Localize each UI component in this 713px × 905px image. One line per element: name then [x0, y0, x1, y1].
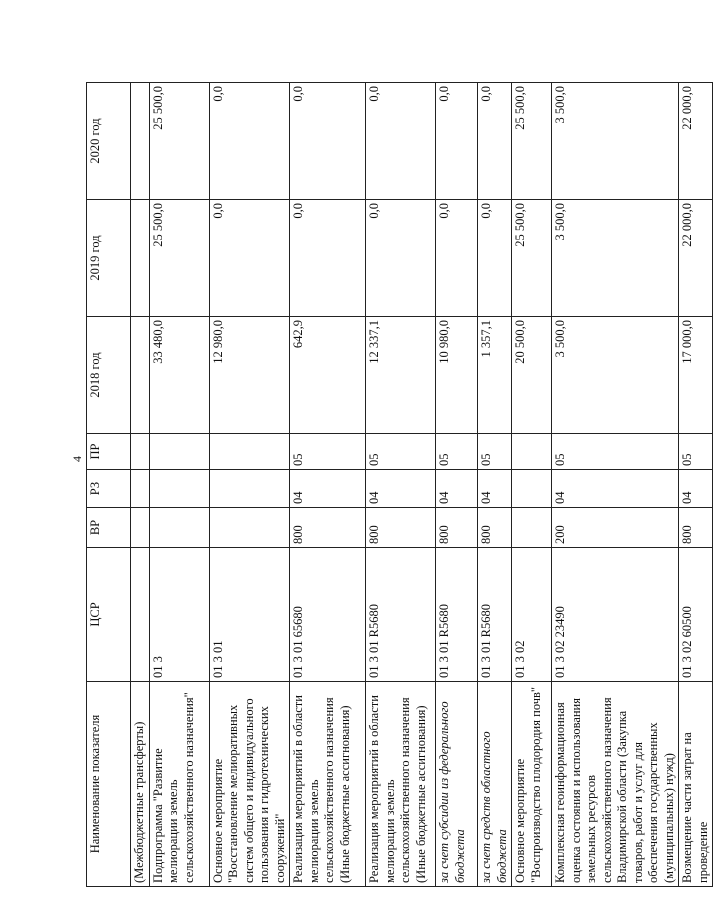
- row-pr: 05: [679, 434, 713, 470]
- table-header-row: [87, 83, 131, 887]
- header-pr: ПР: [87, 434, 131, 470]
- row-vr: [512, 508, 552, 548]
- row-csr: 01 3 02: [512, 548, 552, 682]
- row-csr: 01 3 01 65680: [290, 548, 366, 682]
- row-vr: 800: [366, 508, 436, 548]
- row-2018: 3 500,0: [552, 317, 679, 434]
- row-csr: 01 3 01 R5680: [366, 548, 436, 682]
- row-name: Возмещение части затрат на проведение: [679, 682, 713, 887]
- row-2018: 12 337,1: [366, 317, 436, 434]
- header-vr: ВР: [87, 508, 131, 548]
- row-2019: 25 500,0: [149, 200, 209, 317]
- row-rz: 04: [552, 470, 679, 508]
- row-rz: [512, 470, 552, 508]
- table-row: [436, 83, 478, 887]
- row-2020: 3 500,0: [552, 83, 679, 200]
- row-pr: 05: [290, 434, 366, 470]
- rotated-table-container: [86, 85, 710, 887]
- row-name: (Межбюджетные трансферты): [131, 682, 150, 887]
- page-number: 4: [70, 456, 84, 462]
- row-csr: 01 3 01 R5680: [478, 548, 512, 682]
- row-pr: [209, 434, 290, 470]
- row-2019: 0,0: [436, 200, 478, 317]
- row-vr: 800: [290, 508, 366, 548]
- row-rz: 04: [366, 470, 436, 508]
- row-2020: 0,0: [290, 83, 366, 200]
- row-2020: 0,0: [209, 83, 290, 200]
- row-name: Подпрограмма "Развитие мелиорации земель сельскохозяйственного назначения": [149, 682, 209, 887]
- table-row: [512, 83, 552, 887]
- row-2020: 25 500,0: [512, 83, 552, 200]
- table-row: [290, 83, 366, 887]
- row-2018: 17 000,0: [679, 317, 713, 434]
- row-csr: 01 3 02 23490: [552, 548, 679, 682]
- row-name: Реализация мероприятий в области мелиорации земель сельскохозяйственного назначения (Иные бюджетные ассигнования): [366, 682, 436, 887]
- row-pr: [131, 434, 150, 470]
- row-2019: 25 500,0: [512, 200, 552, 317]
- row-csr: [131, 548, 150, 682]
- row-2019: 0,0: [290, 200, 366, 317]
- table-row: [131, 83, 150, 887]
- row-2018: 33 480,0: [149, 317, 209, 434]
- row-2018: 12 980,0: [209, 317, 290, 434]
- row-2019: 3 500,0: [552, 200, 679, 317]
- row-2019: 22 000,0: [679, 200, 713, 317]
- header-2020: 2020 год: [87, 83, 131, 200]
- row-vr: 800: [478, 508, 512, 548]
- header-2018: 2018 год: [87, 317, 131, 434]
- row-rz: 04: [679, 470, 713, 508]
- row-2019: 0,0: [366, 200, 436, 317]
- row-2019: [131, 200, 150, 317]
- table-row: [478, 83, 512, 887]
- row-csr: 01 3 01 R5680: [436, 548, 478, 682]
- row-pr: 05: [552, 434, 679, 470]
- row-pr: [512, 434, 552, 470]
- table-body: [131, 83, 713, 887]
- row-rz: [149, 470, 209, 508]
- row-name: Основное мероприятие "Восстановление мелиоративных систем общего и индивидуального пользования и гидротехнических сооружений": [209, 682, 290, 887]
- row-rz: 04: [436, 470, 478, 508]
- row-name: Основное мероприятие "Воспроизводство плодородия почв": [512, 682, 552, 887]
- row-vr: 200: [552, 508, 679, 548]
- header-name: Наименование показателя: [87, 682, 131, 887]
- row-pr: 05: [478, 434, 512, 470]
- row-2019: 0,0: [478, 200, 512, 317]
- row-2020: 22 000,0: [679, 83, 713, 200]
- row-rz: [131, 470, 150, 508]
- table-row: [209, 83, 290, 887]
- row-2020: [131, 83, 150, 200]
- row-2019: 0,0: [209, 200, 290, 317]
- header-rz: РЗ: [87, 470, 131, 508]
- row-2018: 642,9: [290, 317, 366, 434]
- row-csr: 01 3 02 60500: [679, 548, 713, 682]
- row-2018: [131, 317, 150, 434]
- row-2020: 25 500,0: [149, 83, 209, 200]
- row-csr: 01 3 01: [209, 548, 290, 682]
- budget-table: [86, 82, 713, 887]
- row-pr: 05: [436, 434, 478, 470]
- row-2020: 0,0: [366, 83, 436, 200]
- row-name: Комплексная геоинформационная оценка состояния и использования земельных ресурсов сельскохозяйственного назначения Владимирской области (Закупка товаров, работ и услуг для обеспечения государственных (муниципальных) нужд): [552, 682, 679, 887]
- row-vr: [149, 508, 209, 548]
- table-row: [552, 83, 679, 887]
- header-csr: ЦСР: [87, 548, 131, 682]
- row-pr: [149, 434, 209, 470]
- header-2019: 2019 год: [87, 200, 131, 317]
- row-pr: 05: [366, 434, 436, 470]
- row-2018: 20 500,0: [512, 317, 552, 434]
- row-vr: [131, 508, 150, 548]
- row-vr: [209, 508, 290, 548]
- row-vr: 800: [436, 508, 478, 548]
- row-name: за счет средств областного бюджета: [478, 682, 512, 887]
- row-2020: 0,0: [478, 83, 512, 200]
- row-name: Реализация мероприятий в области мелиорации земель сельскохозяйственного назначения (Иные бюджетные ассигнования): [290, 682, 366, 887]
- table-row: [149, 83, 209, 887]
- row-2018: 1 357,1: [478, 317, 512, 434]
- row-rz: [209, 470, 290, 508]
- row-rz: 04: [478, 470, 512, 508]
- row-rz: 04: [290, 470, 366, 508]
- row-vr: 800: [679, 508, 713, 548]
- row-csr: 01 3: [149, 548, 209, 682]
- row-2018: 10 980,0: [436, 317, 478, 434]
- row-2020: 0,0: [436, 83, 478, 200]
- table-row: [366, 83, 436, 887]
- table-row: [679, 83, 713, 887]
- row-name: за счет субсидии из федерального бюджета: [436, 682, 478, 887]
